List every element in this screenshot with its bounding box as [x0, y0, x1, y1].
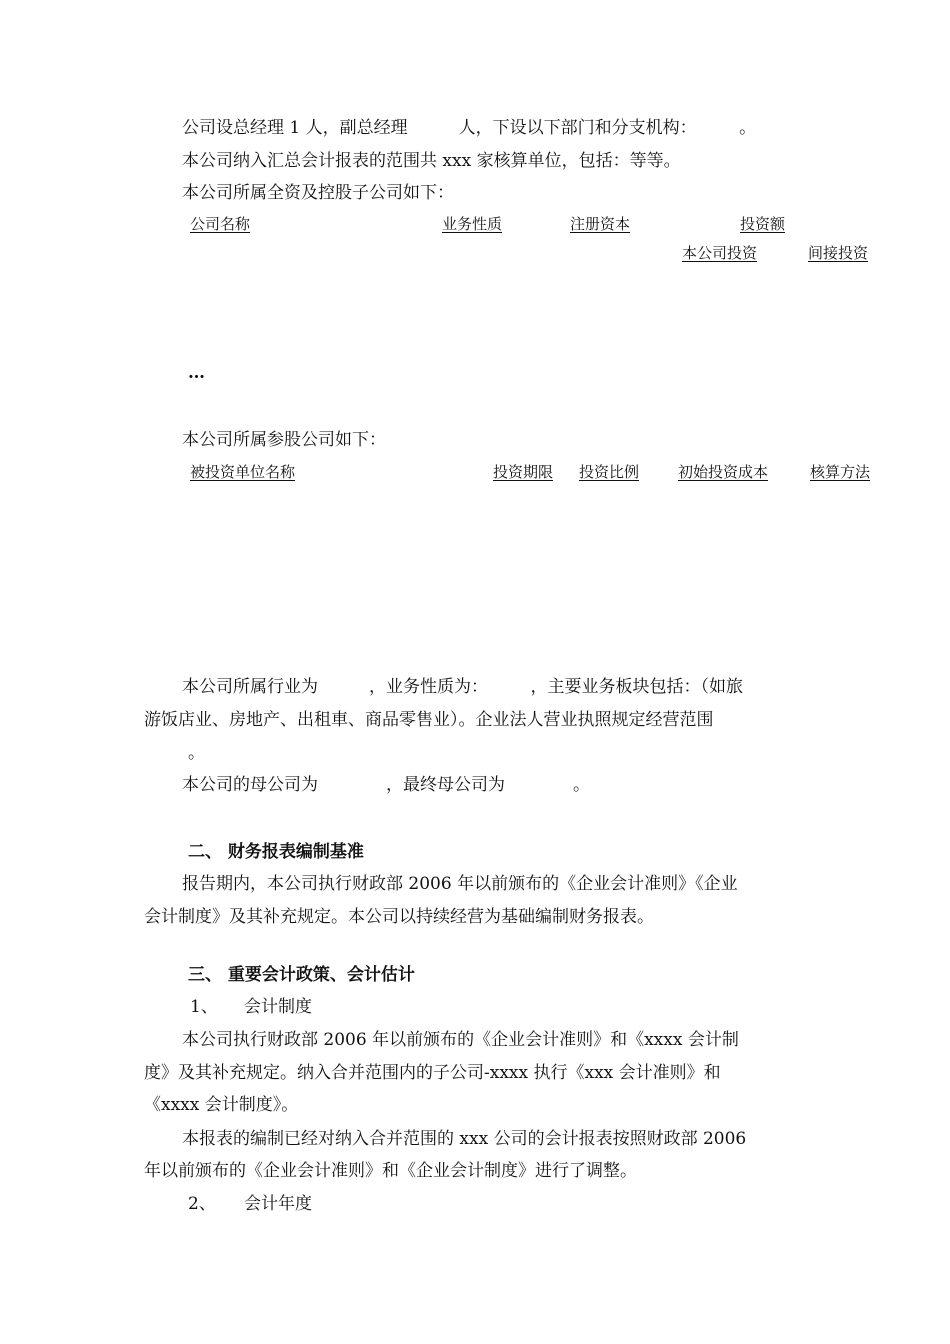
section-3-p1-line-3: 《xxxx 会计制度》。 — [144, 1095, 299, 1115]
col-company-name: 公司名称 — [190, 215, 251, 233]
industry-line-2: 游饭店业、房地产、出租車、商品零售业）。企业法人营业执照规定经营范围 — [144, 710, 714, 730]
intro-line-1: 公司设总经理 1 人，副总经理 人，下设以下部门和分支机构： 。 — [182, 118, 757, 138]
section-3-p1-line-1: 本公司执行财政部 2006 年以前颁布的《企业会计准则》和《xxxx 会计制 — [182, 1030, 739, 1050]
associate-intro: 本公司所属参股公司如下： — [182, 430, 386, 450]
item-1-number: 1、 — [190, 997, 218, 1017]
item-2-number: 2、 — [188, 1194, 216, 1214]
col-investment-term: 投资期限 — [493, 463, 554, 481]
section-3-p2-line-2: 年以前颁布的《企业会计准则》和《企业会计制度》进行了调整。 — [144, 1161, 637, 1181]
section-3-p1-line-2: 度》及其补充规定。纳入合并范围内的子公司-xxxx 执行《xxx 会计准则》和 — [144, 1063, 721, 1083]
col-direct-investment: 本公司投资 — [682, 244, 758, 262]
section-3-p2-line-1: 本报表的编制已经对纳入合并范围的 xxx 公司的会计报表按照财政部 2006 — [182, 1129, 747, 1149]
col-investment-ratio: 投资比例 — [579, 463, 640, 481]
table-ellipsis: … — [188, 363, 205, 383]
item-1-title: 会计制度 — [244, 997, 312, 1017]
col-initial-cost: 初始投资成本 — [678, 463, 769, 481]
col-registered-capital: 注册资本 — [570, 215, 631, 233]
industry-line-3: 。 — [188, 743, 205, 763]
section-2-line-1: 报告期内，本公司执行财政部 2006 年以前颁布的《企业会计准则》《企业 — [182, 874, 738, 894]
industry-line-1: 本公司所属行业为 ，业务性质为： ，主要业务板块包括：（如旅 — [182, 677, 743, 697]
col-accounting-method: 核算方法 — [810, 463, 871, 481]
parent-company-line: 本公司的母公司为 ，最终母公司为 。 — [182, 775, 590, 795]
intro-line-3: 本公司所属全资及控股子公司如下： — [182, 183, 454, 203]
section-2-heading: 二、 财务报表编制基准 — [188, 842, 364, 862]
section-2-line-2: 会计制度》及其补充规定。本公司以持续经营为基础编制财务报表。 — [144, 907, 654, 927]
intro-line-2: 本公司纳入汇总会计报表的范围共 xxx 家核算单位，包括：等等。 — [182, 151, 681, 171]
section-3-heading: 三、 重要会计政策、会计估计 — [188, 965, 415, 985]
col-business-nature: 业务性质 — [442, 215, 503, 233]
col-investee-name: 被投资单位名称 — [190, 463, 296, 481]
col-indirect-investment: 间接投资 — [808, 244, 869, 262]
col-investment-amount: 投资额 — [740, 215, 786, 233]
item-2-title: 会计年度 — [244, 1194, 312, 1214]
